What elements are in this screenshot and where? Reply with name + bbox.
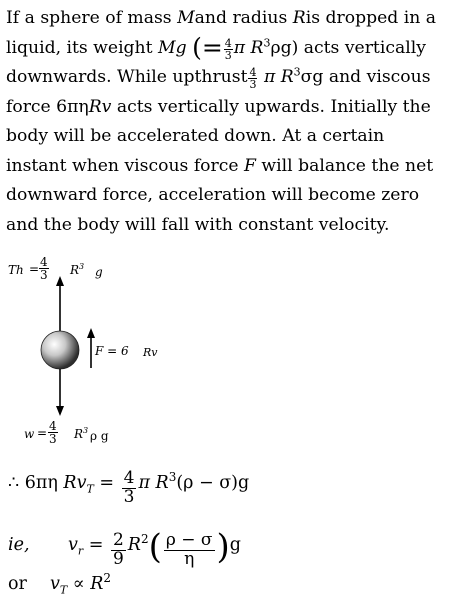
mass-symbol: M — [177, 8, 195, 28]
force-diagram: Th = $\frac{4}{3}$ $R^3$ g F = 6 Rv w = $\frac{4}{3}$ $R^3$ ρ g — [0, 256, 464, 446]
paragraph-line-3: downwards. While upthrust $\frac{4}{3}$ π $R^3\sigma g$ and viscous — [6, 65, 431, 91]
upthrust-fraction: $\frac{4}{3}$ — [40, 255, 48, 282]
paragraph-line-1: If a sphere of mass Mand radius Ris dropped in a — [6, 8, 437, 28]
paragraph-line-2: liquid, its weight Mg (= $\frac{4}{3}$ π $R^3\rho g$) acts vertically — [6, 32, 426, 62]
paragraph-line-8: and the body will fall with constant velocity. — [6, 214, 390, 235]
eq2-fraction: $\frac{2}{9}$ — [112, 530, 124, 569]
weight-label: w — [24, 427, 35, 441]
force-diagram-svg — [0, 256, 464, 446]
eq1-fraction: $\frac{4}{3}$ — [123, 468, 135, 507]
weight-R: $R^3$ — [74, 426, 89, 441]
terminal-velocity-formula: ie, $v_r$ = $\frac{2}{9}$ $R^2$( $\frac{\rho - \sigma}{\eta}$ )g — [8, 527, 241, 569]
paragraph-line-7: downward force, acceleration will become zero — [6, 185, 420, 205]
explanation-paragraph — [6, 4, 458, 240]
radius-symbol: R — [292, 8, 306, 28]
viscous-force-label: F = 6 — [95, 344, 129, 358]
upthrust-R: $R^3$ — [70, 262, 85, 277]
fraction-4-3: $\frac{4}{3}$ — [249, 66, 257, 91]
paragraph-line-5: body will be accelerated down. At a certain — [6, 126, 385, 146]
sphere — [41, 331, 79, 369]
weight-arrowhead — [56, 406, 64, 416]
weight-fraction: $\frac{4}{3}$ — [49, 419, 57, 446]
upthrust-arrowhead — [56, 276, 64, 286]
proportionality-equation: or $v_T \propto R^2$ — [8, 571, 112, 597]
terminal-velocity-balance-equation: ∴ 6πη $Rv_T$ = $\frac{4}{3}$ π $R^3(\rho - \sigma)g$ — [8, 468, 250, 507]
fraction-4-3: $\frac{4}{3}$ — [224, 36, 232, 62]
paragraph-line-6: instant when viscous force F will balance the net — [6, 155, 434, 176]
viscous-force-arrowhead — [87, 328, 95, 338]
upthrust-label: Th — [8, 263, 24, 277]
paragraph-line-4: force 6πηRv acts vertically upwards. Initially the — [6, 96, 431, 117]
eq2-inner-fraction: $\frac{\rho - \sigma}{\eta}$ — [165, 530, 213, 569]
